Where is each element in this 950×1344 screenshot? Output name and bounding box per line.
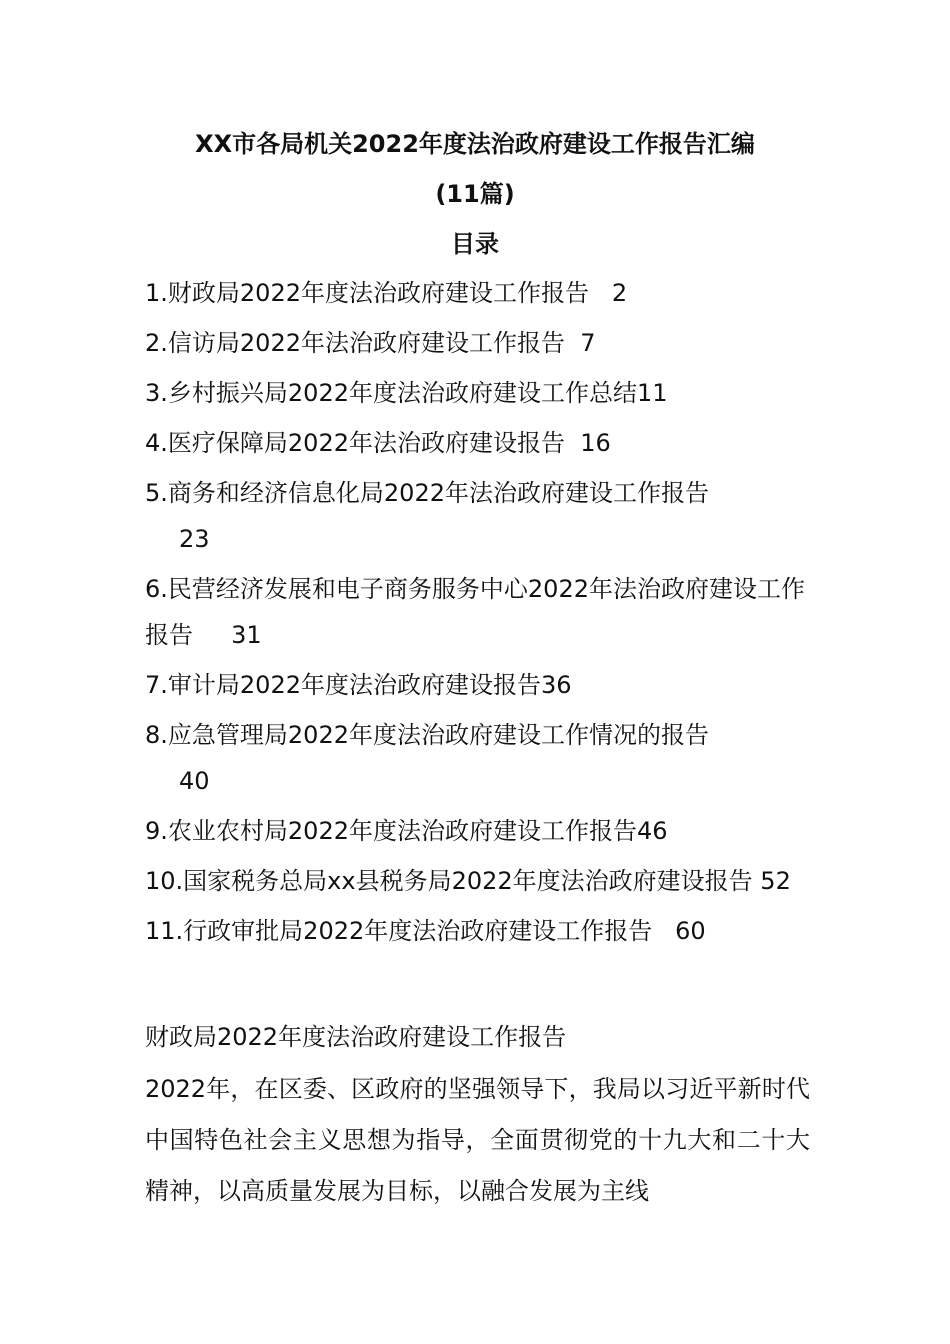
toc-entry-number: 6. bbox=[145, 575, 168, 603]
toc-entry-number: 11. bbox=[145, 917, 184, 945]
toc-entry-title: 应急管理局2022年度法治政府建设工作情况的报告 bbox=[167, 721, 709, 749]
toc-heading: 目录 bbox=[451, 230, 499, 258]
toc-entry-title: 民营经济发展和电子商务服务中心2022年法治政府建设工作报告 bbox=[145, 575, 805, 649]
toc-entry-page: 16 bbox=[580, 429, 611, 457]
toc-entry-page: 40 bbox=[179, 767, 210, 795]
toc-entry-title: 审计局2022年度法治政府建设报告 bbox=[167, 671, 541, 699]
toc-entry-number: 10. bbox=[145, 867, 184, 895]
toc-entry-title: 商务和经济信息化局2022年法治政府建设工作报告 bbox=[167, 479, 709, 507]
toc-entry-number: 5. bbox=[145, 479, 168, 507]
toc-entry-title: 国家税务总局xx县税务局2022年度法治政府建设报告 bbox=[183, 867, 753, 895]
body-paragraph: 2022年，在区委、区政府的坚强领导下，我局以习近平新时代中国特色社会主义思想为指导，全面贯彻党的十九大和二十大精神，以高质量发展为目标，以融合发展为主线 bbox=[145, 1075, 810, 1205]
toc-entry-number: 8. bbox=[145, 721, 168, 749]
title-block bbox=[0, 120, 950, 268]
toc-entry-page: 52 bbox=[760, 867, 791, 895]
toc-entry-page: 31 bbox=[231, 621, 262, 649]
toc-entry-title: 行政审批局2022年度法治政府建设工作报告 bbox=[183, 917, 653, 945]
toc-entry-page: 23 bbox=[179, 525, 210, 553]
toc-entry[interactable] bbox=[145, 662, 810, 708]
toc-entry-title: 财政局2022年度法治政府建设工作报告 bbox=[167, 279, 589, 307]
toc-entry[interactable] bbox=[145, 370, 810, 416]
toc-entry-page: 2 bbox=[611, 279, 628, 307]
toc-entry-number: 7. bbox=[145, 671, 168, 699]
toc-entry[interactable] bbox=[145, 908, 810, 954]
toc-entry-title: 乡村振兴局2022年度法治政府建设工作总结 bbox=[167, 379, 637, 407]
toc-entry-title: 农业农村局2022年度法治政府建设工作报告 bbox=[167, 817, 637, 845]
toc-entry-number: 4. bbox=[145, 429, 168, 457]
toc-entry-number: 9. bbox=[145, 817, 168, 845]
toc-entry[interactable] bbox=[145, 858, 810, 904]
toc-entry-page: 36 bbox=[540, 671, 572, 699]
document-subtitle: (11篇) bbox=[435, 180, 515, 208]
toc-entry[interactable] bbox=[145, 470, 810, 562]
toc-entry-page: 11 bbox=[636, 379, 668, 407]
toc-entry-title: 信访局2022年法治政府建设工作报告 bbox=[167, 329, 565, 357]
toc-entry-page: 7 bbox=[580, 329, 596, 357]
table-of-contents bbox=[145, 270, 810, 958]
toc-entry-title: 医疗保障局2022年法治政府建设报告 bbox=[167, 429, 565, 457]
toc-entry-number: 3. bbox=[145, 379, 168, 407]
toc-entry-number: 1. bbox=[145, 279, 168, 307]
document-title: XX市各局机关2022年度法治政府建设工作报告汇编 bbox=[195, 130, 755, 158]
toc-entry[interactable] bbox=[145, 712, 810, 804]
body-text bbox=[145, 1014, 810, 1217]
section-title: 财政局2022年度法治政府建设工作报告 bbox=[145, 1023, 567, 1051]
toc-entry[interactable] bbox=[145, 808, 810, 854]
toc-entry-number: 2. bbox=[145, 329, 168, 357]
toc-entry-page: 46 bbox=[636, 817, 668, 845]
toc-entry[interactable] bbox=[145, 420, 810, 466]
toc-entry[interactable] bbox=[145, 566, 810, 658]
toc-entry-page: 60 bbox=[675, 917, 706, 945]
toc-entry[interactable] bbox=[145, 270, 810, 316]
toc-entry[interactable] bbox=[145, 320, 810, 366]
